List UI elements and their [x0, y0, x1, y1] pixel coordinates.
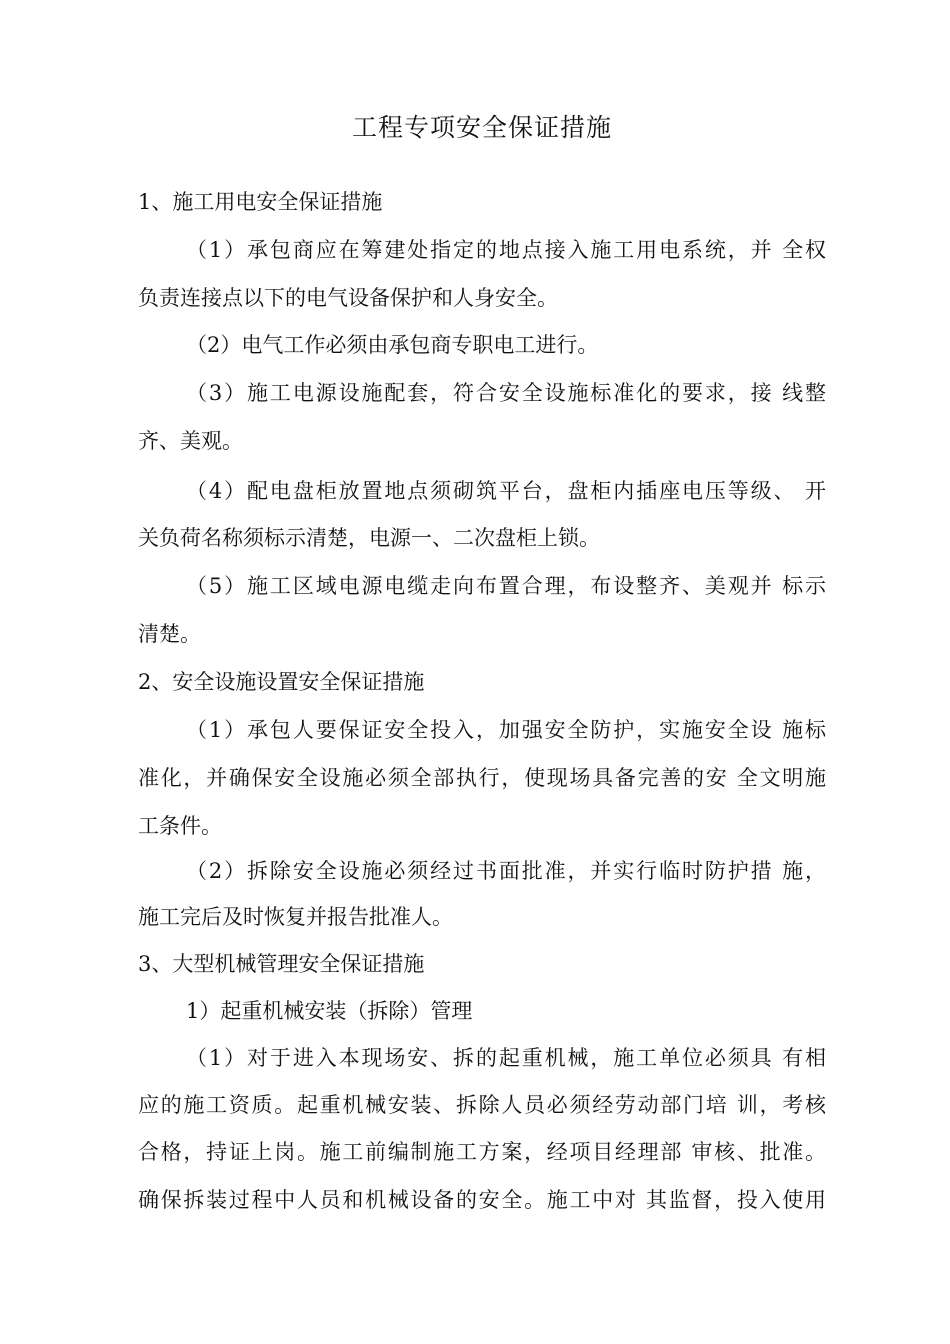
document-title: 工程专项安全保证措施: [351, 113, 612, 142]
paragraph-line: 关负荷名称须标示清楚，电源一、二次盘柜上锁。: [138, 526, 600, 550]
paragraph-line: （1）对于进入本现场安、拆的起重机械，施工单位必须具 有相: [186, 1046, 826, 1070]
paragraph-line: （3）施工电源设施配套，符合安全设施标准化的要求，接 线整: [186, 381, 826, 405]
paragraph-line: （1）承包人要保证安全投入，加强安全防护，实施安全设 施标: [186, 718, 826, 742]
paragraph-line: （2）电气工作必须由承包商专职电工进行。: [186, 333, 599, 357]
section-heading-3: 3、大型机械管理安全保证措施: [138, 952, 425, 976]
paragraph-line: 施工完后及时恢复并报告批准人。: [138, 905, 453, 929]
paragraph-line: 准化，并确保安全设施必须全部执行，使现场具备完善的安 全文明施: [138, 766, 826, 790]
paragraph-line: 确保拆装过程中人员和机械设备的安全。施工中对 其监督，投入使用: [138, 1188, 826, 1212]
paragraph-line: （4）配电盘柜放置地点须砌筑平台，盘柜内插座电压等级、 开: [186, 479, 826, 503]
section-heading-1: 1、施工用电安全保证措施: [138, 190, 383, 214]
paragraph-line: 负责连接点以下的电气设备保护和人身安全。: [138, 286, 558, 310]
paragraph-line: 齐、美观。: [138, 429, 243, 453]
paragraph-line: （2）拆除安全设施必须经过书面批准，并实行临时防护措 施，: [186, 859, 826, 883]
paragraph-line: （1）承包商应在筹建处指定的地点接入施工用电系统，并 全权: [186, 238, 826, 262]
subsection-heading: 1）起重机械安装（拆除）管理: [186, 999, 473, 1023]
paragraph-line: 工条件。: [138, 814, 222, 838]
paragraph-line: 合格，持证上岗。施工前编制施工方案，经项目经理部 审核、批准。: [138, 1140, 826, 1164]
paragraph-line: 清楚。: [138, 622, 201, 646]
section-heading-2: 2、安全设施设置安全保证措施: [138, 670, 425, 694]
paragraph-line: 应的施工资质。起重机械安装、拆除人员必须经劳动部门培 训，考核: [138, 1093, 826, 1117]
paragraph-line: （5）施工区域电源电缆走向布置合理，布设整齐、美观并 标示: [186, 574, 826, 598]
